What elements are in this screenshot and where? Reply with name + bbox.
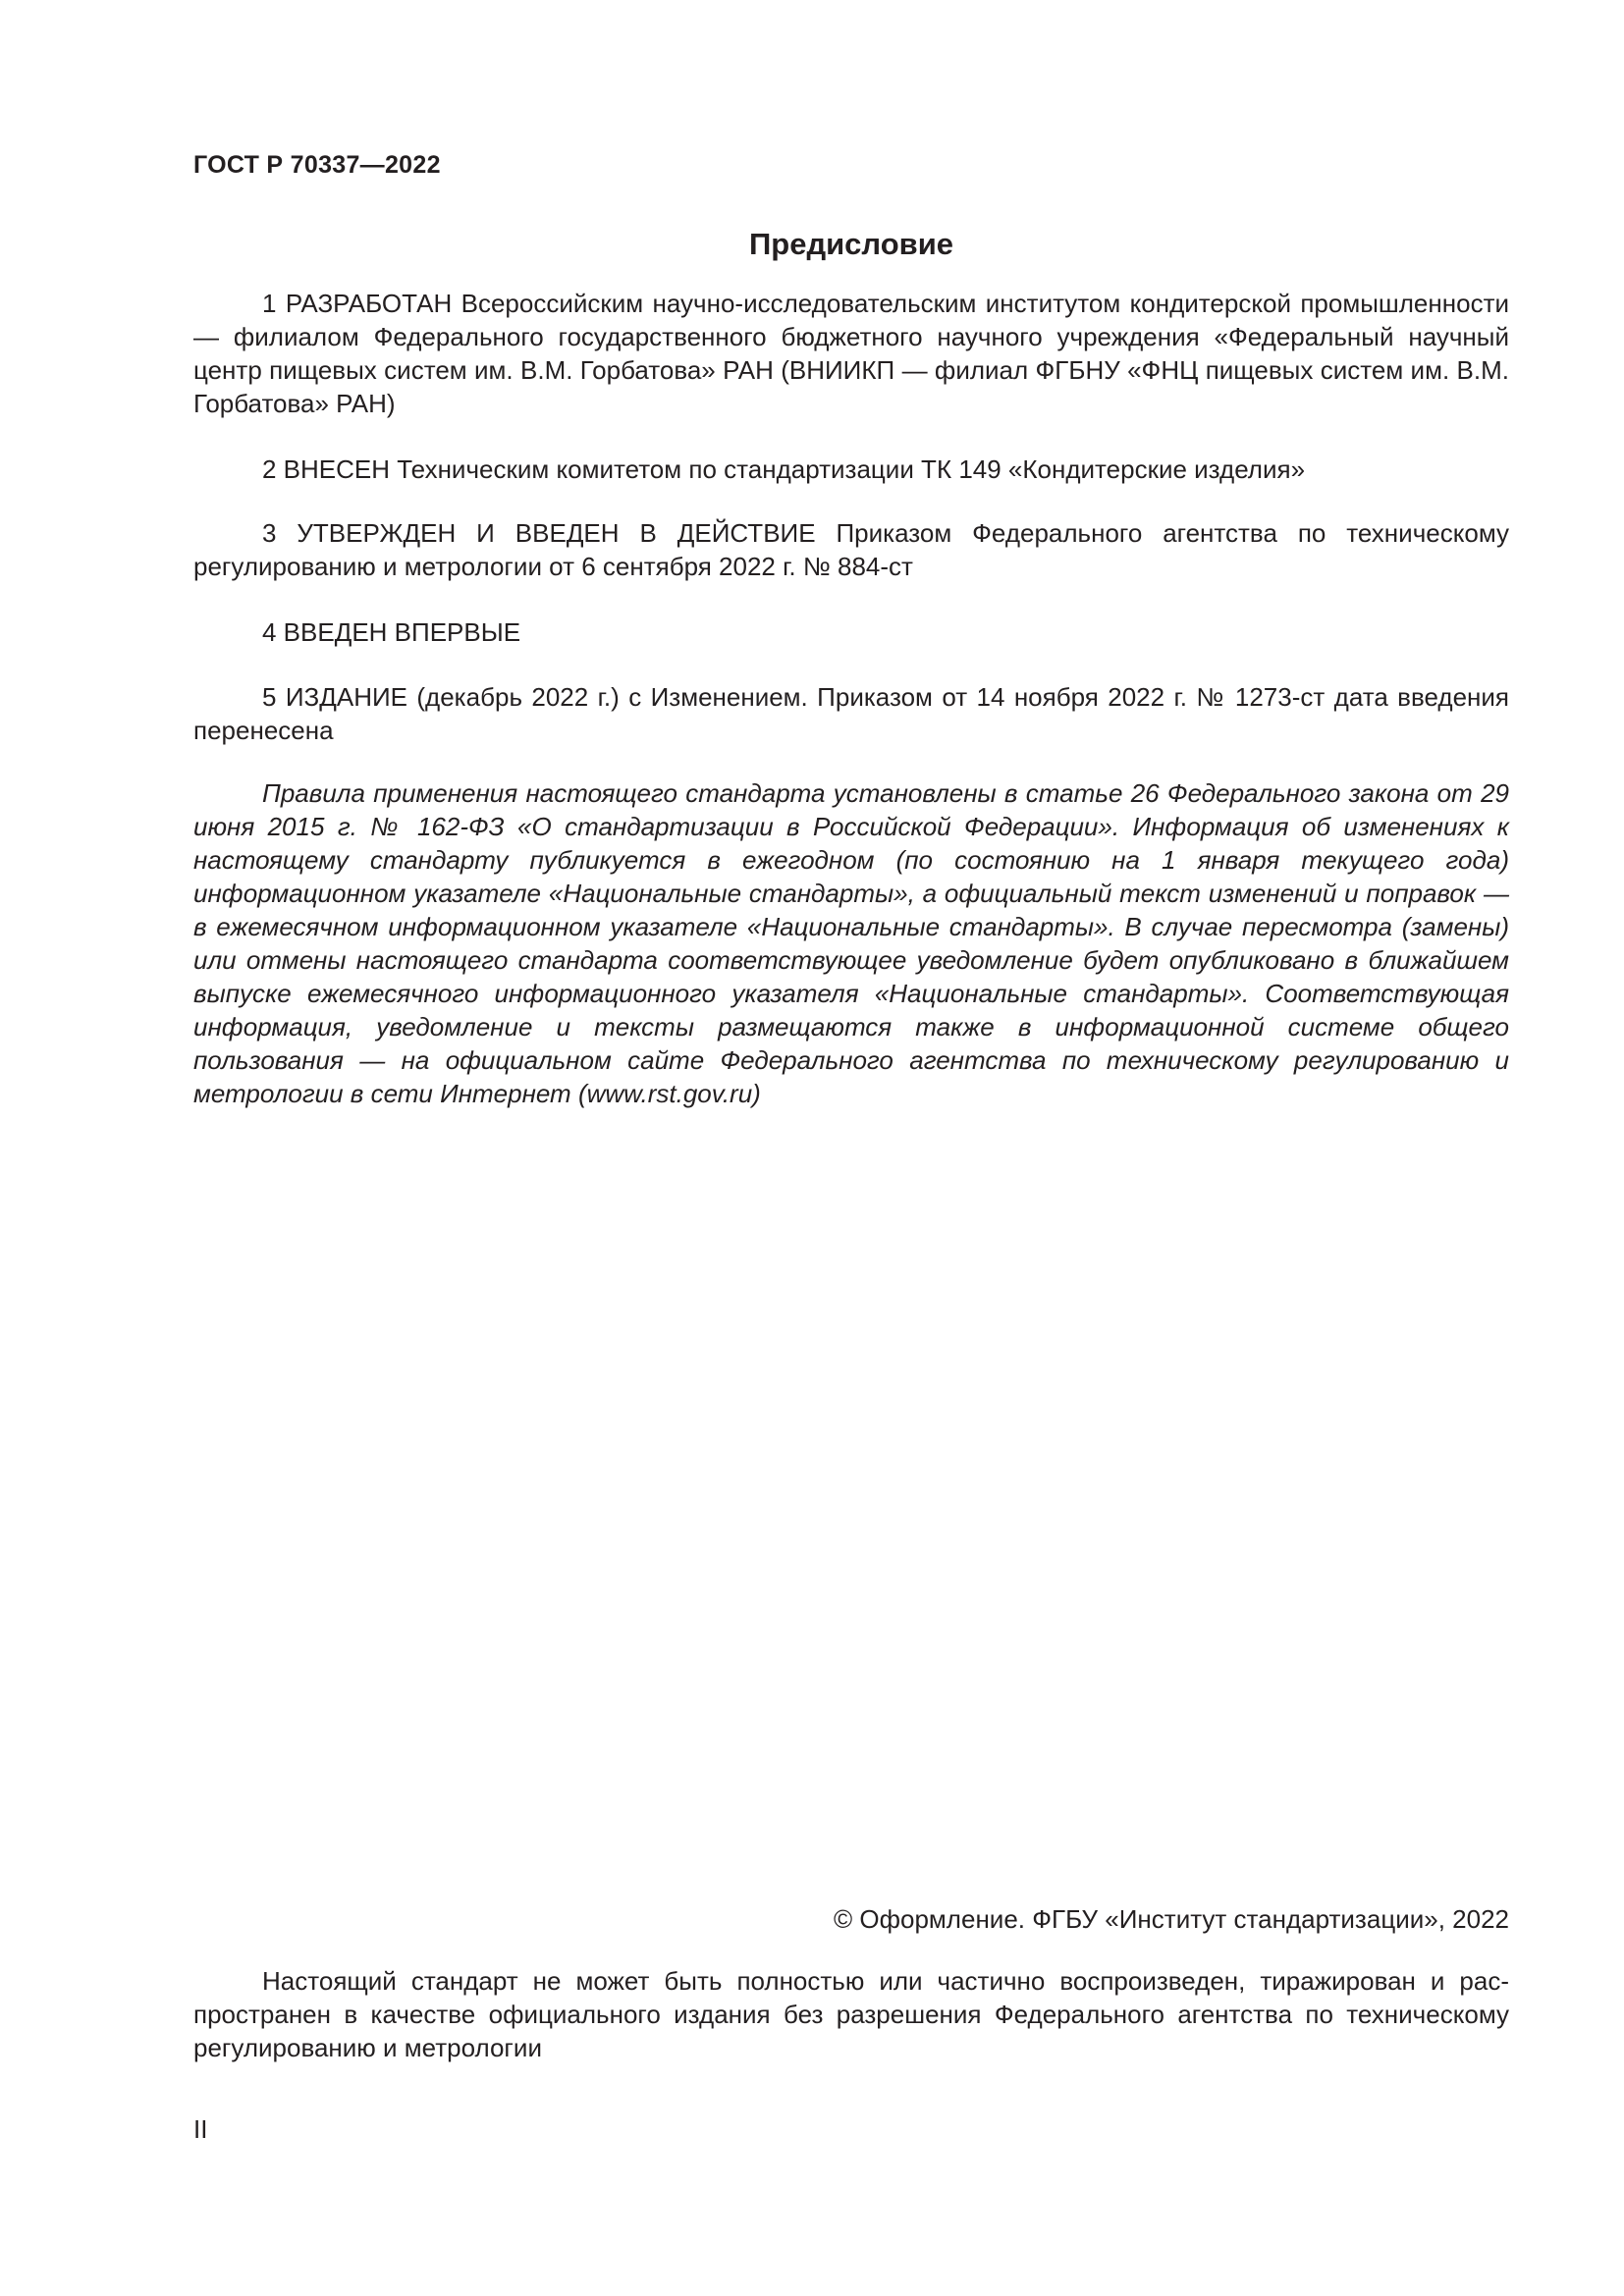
preface-item-text: 3 УТВЕРЖДЕН И ВВЕДЕН В ДЕЙСТВИЕ Приказом Федерального агентства по техническому регулированию и метрологии от 6 сентября 2022 г. № 884-ст [193, 518, 1509, 581]
page-number: II [193, 2114, 208, 2144]
preface-item-text: 2 ВНЕСЕН Техническим комитетом по стандартизации ТК 149 «Кондитерские изделия» [262, 454, 1306, 484]
preface-item-edition [193, 680, 1509, 747]
preface-item-text: 5 ИЗДАНИЕ (декабрь 2022 г.) с Изменением. Приказом от 14 ноября 2022 г. № 1273-ст дата введения перенесена [193, 682, 1509, 745]
preface-item-approved [193, 516, 1509, 583]
preface-item-introduced [193, 453, 1509, 486]
copyright-line: © Оформление. ФГБУ «Институт стандартизации», 2022 [834, 1904, 1509, 1934]
preface-item-text: 1 РАЗРАБОТАН Всероссийским научно-исследовательским институтом кондитерской промышленности — филиалом Федерального государственного бюджетного научного учреждения «Федеральный научный центр пищевых систем им. В.М. Горбатова» РАН (ВНИИКП — филиал ФГБНУ «ФНЦ пищевых систем им. В.М. Горбатова» РАН) [193, 289, 1509, 418]
notice-text: Настоящий стандарт не может быть полностью или частично воспроизведен, тиражирован и распространен в качестве официального издания без разрешения Федерального агентства по техническому регулированию и метрологии [193, 1966, 1509, 2062]
preface-item-first-introduced [193, 615, 1509, 649]
preface-item-text: 4 ВВЕДЕН ВПЕРВЫЕ [262, 617, 521, 647]
preface-title: Предисловие [748, 227, 953, 261]
document-code: ГОСТ Р 70337—2022 [193, 151, 441, 179]
preface-item-developed [193, 287, 1509, 420]
standard-application-rules [193, 776, 1509, 1110]
reproduction-notice [193, 1964, 1509, 2064]
rules-text: Правила применения настоящего стандарта установлены в статье 26 Федерального закона от 29 июня 2015 г. № 162-ФЗ «О стандартизации в Российской Федерации». Информация об изменениях к настоящему стандарту публикуется в ежегодном (по состоянию на 1 января текущего года) информационном указателе «Национальные стандарты», а официальный текст изменений и поправок — в ежемесячном информационном указателе «Национальные стандарты». В случае пересмотра (замены) или отмены настоящего стандарта соответствующее уведомление будет опубликовано в ближайшем выпуске ежемесячного информационного указателя «Национальные стандарты». Соответствующая информация, уведомление и тексты размещаются также в информационной системе общего пользования — на официальном сайте Федерального агентства по техническому регулированию и метрологии в сети Интернет (www.rst.gov.ru) [193, 778, 1509, 1108]
